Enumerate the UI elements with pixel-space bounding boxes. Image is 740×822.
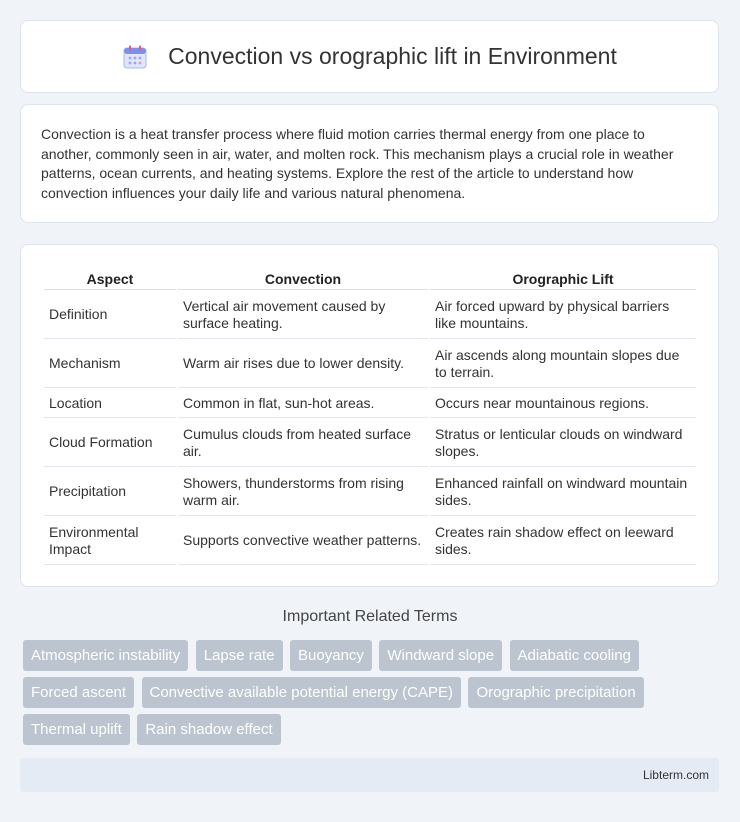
table-cell: Enhanced rainfall on windward mountain sides. [430,469,696,516]
comparison-card [20,244,719,587]
comparison-table [42,265,698,567]
table-cell: Showers, thunderstorms from rising warm air. [178,469,428,516]
table-row [44,292,696,339]
table-row [44,390,696,418]
table-row [44,341,696,388]
table-cell: Supports convective weather patterns. [178,518,428,565]
table-header-convection: Convection [178,267,428,290]
related-term-tag[interactable]: Rain shadow effect [137,714,280,745]
intro-text: Convection is a heat transfer process where fluid motion carries thermal energy from one place to another, commonly seen in air, water, and molten rock. This mechanism plays a crucial role in weather patterns, ocean currents, and heating systems. Explore the rest of the article to understand how convection influences your daily life and various natural phenomena. [41,126,674,201]
related-term-tag[interactable]: Forced ascent [23,677,134,708]
intro-card [20,104,719,223]
table-cell: Air forced upward by physical barriers like mountains. [430,292,696,339]
table-header-aspect: Aspect [44,267,176,290]
table-cell: Warm air rises due to lower density. [178,341,428,388]
related-terms-title: Important Related Terms [282,608,458,625]
table-row [44,518,696,565]
table-cell: Common in flat, sun-hot areas. [178,390,428,418]
calendar-icon [122,44,148,70]
table-cell: Creates rain shadow effect on leeward sides. [430,518,696,565]
table-cell: Precipitation [44,469,176,516]
header-card [20,20,719,93]
page-title: Convection vs orographic lift in Environment [168,43,617,69]
related-term-tag[interactable]: Lapse rate [196,640,283,671]
footer-site-link[interactable]: Libterm.com [642,768,709,782]
related-terms-list [23,640,713,751]
table-cell: Environmental Impact [44,518,176,565]
table-cell: Definition [44,292,176,339]
table-cell: Air ascends along mountain slopes due to terrain. [430,341,696,388]
related-term-tag[interactable]: Buoyancy [290,640,372,671]
related-term-tag[interactable]: Adiabatic cooling [510,640,639,671]
table-row [44,469,696,516]
table-header-orographic: Orographic Lift [430,267,696,290]
table-cell: Stratus or lenticular clouds on windward slopes. [430,420,696,467]
table-cell: Mechanism [44,341,176,388]
table-cell: Vertical air movement caused by surface heating. [178,292,428,339]
related-term-tag[interactable]: Orographic precipitation [468,677,643,708]
table-cell: Cloud Formation [44,420,176,467]
related-term-tag[interactable]: Convective available potential energy (CAPE) [142,677,462,708]
table-cell: Cumulus clouds from heated surface air. [178,420,428,467]
table-row [44,420,696,467]
footer [20,758,719,792]
table-cell: Location [44,390,176,418]
related-term-tag[interactable]: Atmospheric instability [23,640,188,671]
table-cell: Occurs near mountainous regions. [430,390,696,418]
related-term-tag[interactable]: Windward slope [379,640,502,671]
related-term-tag[interactable]: Thermal uplift [23,714,130,745]
